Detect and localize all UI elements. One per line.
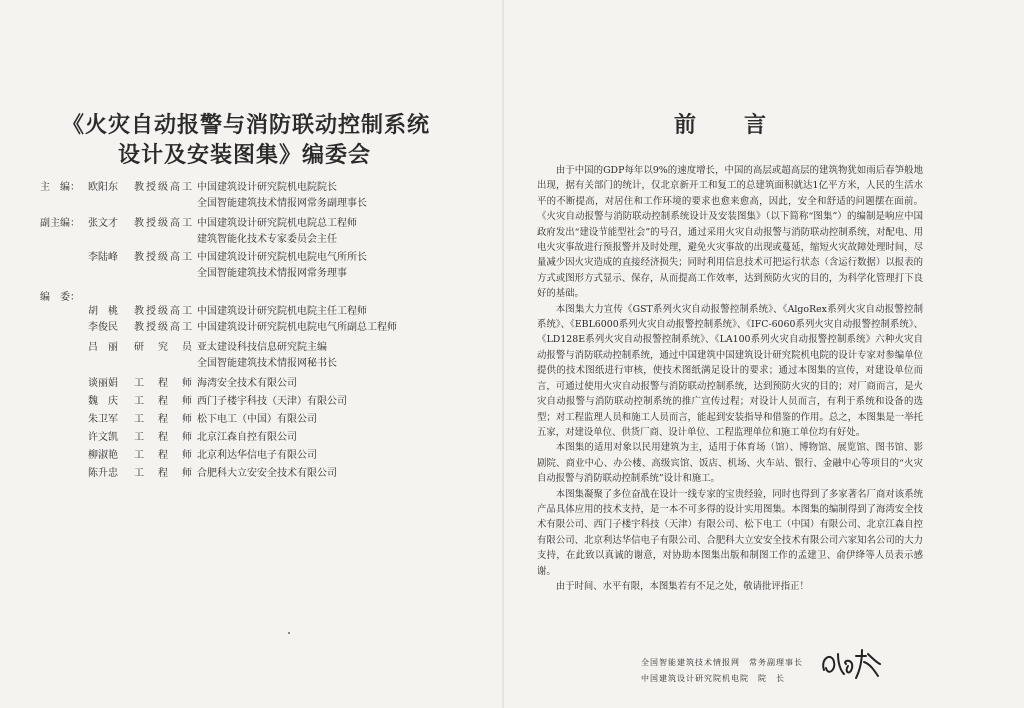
member-organization: 建筑智能化技术专家委员会主任 — [197, 234, 337, 245]
scan-speck — [288, 632, 290, 634]
member-title: 教授级高工 — [134, 322, 194, 333]
member-organization: 中国建筑设计研究院机电院主任工程师 — [197, 306, 367, 317]
member-organization: 中国建筑设计研究院机电院院长 — [197, 182, 337, 193]
member-organization: 中国建筑设计研究院机电院总工程师 — [197, 218, 357, 229]
preface-paragraph-5: 由于时间、水平有限，本图集若有不足之处，敬请批评指正！ — [555, 580, 809, 592]
member-title: 工 程 师 — [134, 378, 194, 389]
member-organization: 北京利达华信电子有限公司 — [197, 450, 317, 461]
member-title: 工 程 师 — [134, 432, 194, 443]
member-role: 主 编： — [40, 182, 80, 193]
member-name: 李陆峰 — [88, 252, 118, 263]
member-organization: 松下电工（中国）有限公司 — [197, 414, 317, 425]
member-name: 许文凯 — [88, 432, 118, 443]
page-fold — [502, 0, 504, 708]
preface-paragraph-4: 本图集凝聚了多位奋战在设计一线专家的宝贵经验，同时也得到了多家著名厂商对该系统产品具体应用的技术支持，是一本不可多得的设计实用图集。本图集的编制得到了海湾安全技术有限公司、西门子楼宇科技（天津）有限公司、松下电工（中国）有限公司、北京江森自控有限公司、北京利达华信电子有限公司、合肥科大立安安全技术有限公司六家知名公司的大力支持，在此致以真诚的谢意，对协助本图集出版和制图工作的孟建卫、俞伊绛等人员表示感谢。 — [537, 488, 923, 577]
member-title: 教授级高工 — [134, 218, 194, 229]
preface-paragraph-1: 由于中国的GDP每年以9%的速度增长，中国的高层或超高层的建筑物犹如雨后春笋般地出现，据有关部门的统计，仅北京新开工和复工的总建筑面积就达1亿平方米，人民的生活水平的不断提高，对居住和工作环境的要求也愈来愈高，因此，安全和舒适的问题摆在面前。《火灾自动报警与消防联动控制系统设计及安装图集》（以下简称“图集”）的编制是响应中国政府发出“建设节能型社会”的号召，通过采用火灾自动报警与消防联动控制系统，对配电、用电火灾事故进行预报警并及时处理，避免火灾事故的出现或蔓延，缩短火灾故障处理时间，尽量减少因火灾造成的直接经济损失；同时利用信息技术可把运行状态（含运行数据）以报表的方式或图形方式显示、保存，从而提高工作效率，达到预防火灾的目的，为科学化管理打下良好的基础。 — [537, 165, 923, 300]
preface-paragraph-3: 本图集的适用对象以民用建筑为主，适用于体育场（馆）、博物馆、展览馆、图书馆、影剧院、商业中心、办公楼、高级宾馆、饭店、机场、火车站、银行、金融中心等项目的“火灾自动报警与消防联动控制系统”设计和施工。 — [537, 442, 923, 485]
member-name: 魏 庆 — [88, 396, 118, 407]
member-title: 教授级高工 — [134, 252, 194, 263]
member-name: 谈丽娟 — [88, 378, 118, 389]
member-organization: 合肥科大立安安全技术有限公司 — [197, 468, 337, 479]
preface-paragraph-2: 本图集大力宣传《GST系列火灾自动报警控制系统》、《AlgoRex系列火灾自动报警控制系统》、《EBL6000系列火灾自动报警控制系统》、《IFC-6060系列火灾自动报警控制系统》、《LD128E系列火灾自动报警控制系统》、《LA100系列火灾自动报警控制系统》六种火灾自动报警与消防联动控制系统，通过中国建筑中国建筑设计研究院机电院的设计专家对参编单位提供的技术图纸进行审核，使技术图纸满足设计的要求；通过本图集的宣传，对建设单位而言，可通过使用火灾自动报警与消防联动控制系统，达到预防火灾的目的；对厂商而言，是火灾自动报警与消防联动控制系统的推广宣传过程；对设计人员而言，有利于系统和设备的选型；对工程监理人员和施工人员而言，能起到安装指导和借鉴的作用。总之，本图集是一举托五家，对建设单位、供货厂商、设计单位、工程监理单位和施工单位均有好处。 — [537, 303, 923, 438]
member-organization: 全国智能建筑技术情报网常务副理事长 — [197, 198, 367, 209]
member-organization: 全国智能建筑技术情报网常务理事 — [197, 268, 347, 279]
committee-title-line1: 《火灾自动报警与消防联动控制系统 — [62, 112, 431, 138]
member-name: 李俊民 — [88, 322, 118, 333]
committee-title-line2: 设计及安装图集》编委会 — [118, 142, 372, 168]
member-name: 张文才 — [88, 218, 118, 229]
member-organization: 中国建筑设计研究院机电院电气所副总工程师 — [197, 322, 397, 333]
member-title: 教授级高工 — [134, 182, 194, 193]
member-organization: 西门子楼宇科技（天津）有限公司 — [197, 396, 347, 407]
member-organization: 海湾安全技术有限公司 — [197, 378, 297, 389]
handwritten-signature — [818, 646, 884, 682]
member-title: 工 程 师 — [134, 414, 194, 425]
preface-title: 前言 — [674, 112, 815, 138]
member-organization: 中国建筑设计研究院机电院电气所所长 — [197, 252, 367, 263]
preface-body — [537, 163, 923, 594]
member-title: 工 程 师 — [134, 468, 194, 479]
member-name: 欧阳东 — [88, 182, 118, 193]
member-name: 陈升忠 — [88, 468, 118, 479]
member-role: 副主编： — [40, 218, 80, 229]
member-role: 编 委： — [40, 292, 80, 303]
member-name: 胡 桃 — [88, 306, 118, 317]
signature-line-2: 中国建筑设计研究院机电院 院 长 — [641, 674, 785, 683]
member-title: 研 究 员 — [134, 342, 194, 353]
member-name: 朱卫军 — [88, 414, 118, 425]
member-organization: 北京江森自控有限公司 — [197, 432, 297, 443]
member-organization: 全国智能建筑技术情报网秘书长 — [197, 358, 337, 369]
member-title: 教授级高工 — [134, 306, 194, 317]
member-name: 吕 丽 — [88, 342, 118, 353]
left-page — [0, 0, 500, 708]
member-title: 工 程 师 — [134, 396, 194, 407]
member-organization: 亚太建设科技信息研究院主编 — [197, 342, 327, 353]
member-title: 工 程 师 — [134, 450, 194, 461]
signature-line-1: 全国智能建筑技术情报网 常务副理事长 — [641, 658, 803, 667]
member-name: 柳淑艳 — [88, 450, 118, 461]
